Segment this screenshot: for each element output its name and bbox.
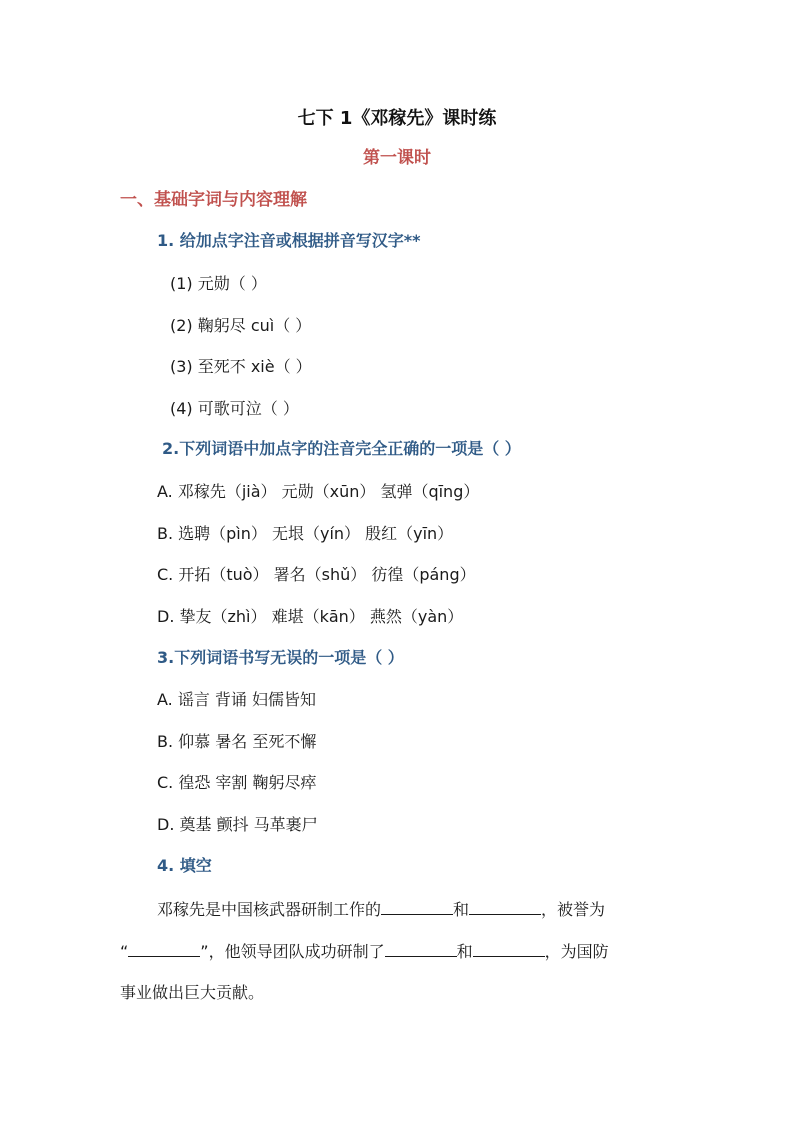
fill-text: ”，他领导团队成功研制了 — [200, 942, 385, 961]
fill-blank[interactable] — [473, 940, 545, 957]
question-4-heading: 4. 填空 — [157, 856, 212, 875]
fill-text: 和 — [456, 942, 473, 961]
fill-text: 和 — [453, 900, 470, 919]
question-1-heading: 1. 给加点字注音或根据拼音写汉字** — [157, 231, 421, 250]
question-2-heading: 2.下列词语中加点字的注音完全正确的一项是（ ） — [162, 439, 521, 458]
fill-blank[interactable] — [469, 898, 541, 915]
question-3-option-d: D. 奠基 颤抖 马革裹尸 — [157, 815, 318, 834]
fill-blank[interactable] — [128, 940, 200, 957]
question-2-option-a: A. 邓稼先（jià） 元勋（xūn） 氢弹（qīng） — [157, 482, 480, 501]
question-3-heading: 3.下列词语书写无误的一项是（ ） — [157, 648, 404, 667]
fill-in-line-3: 事业做出巨大贡献。 — [120, 983, 265, 1002]
fill-blank[interactable] — [381, 898, 453, 915]
fill-in-line-1 — [157, 898, 605, 921]
question-1-item: (4) 可歌可泣（ ） — [170, 399, 299, 418]
section-heading: 一、基础字词与内容理解 — [120, 190, 307, 210]
question-2-option-b: B. 选聘（pìn） 无垠（yín） 殷红（yīn） — [157, 524, 454, 543]
lesson-subtitle: 第一课时 — [363, 148, 431, 168]
question-3-option-c: C. 徨恐 宰割 鞠躬尽瘁 — [157, 773, 317, 792]
question-2-option-d: D. 挚友（zhì） 难堪（kān） 燕然（yàn） — [157, 607, 464, 626]
question-3-option-b: B. 仰慕 暑名 至死不懈 — [157, 732, 317, 751]
question-3-option-a: A. 谣言 背诵 妇儒皆知 — [157, 690, 317, 709]
fill-in-line-2 — [120, 940, 609, 963]
question-2-option-c: C. 开拓（tuò） 署名（shǔ） 彷徨（páng） — [157, 565, 476, 584]
question-1-item: (2) 鞠躬尽 cuì（ ） — [170, 316, 312, 335]
fill-text: ，被誉为 — [541, 900, 606, 919]
fill-text: “ — [120, 942, 129, 961]
fill-text: ，为国防 — [544, 942, 609, 961]
page-title: 七下 1《邓稼先》课时练 — [297, 108, 497, 129]
fill-text: 邓稼先是中国核武器研制工作的 — [157, 900, 382, 919]
fill-blank[interactable] — [385, 940, 457, 957]
question-1-item: (3) 至死不 xiè（ ） — [170, 357, 312, 376]
question-1-item: (1) 元勋（ ） — [170, 274, 267, 293]
